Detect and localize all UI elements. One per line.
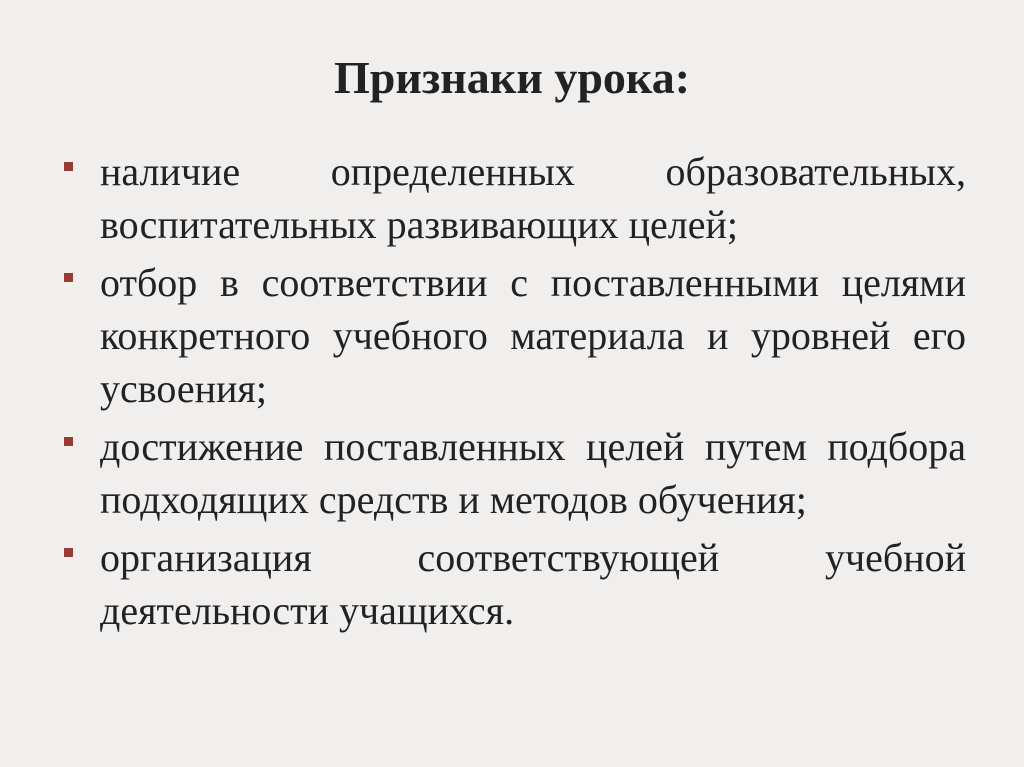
list-item [60,256,966,415]
square-bullet-icon [64,437,73,446]
slide-title: Признаки урока: [333,52,691,103]
bullet-text: отбор в соответствии с поставленными целями конкретного учебного материала и уровней его усвоения; [100,260,966,411]
list-item [60,145,966,251]
bullet-list [60,145,966,642]
bullet-text: достижение поставленных целей путем подбора подходящих средств и методов обучения; [100,424,966,522]
list-item [60,420,966,526]
square-bullet-icon [64,162,73,171]
square-bullet-icon [64,273,73,282]
square-bullet-icon [64,548,73,557]
list-item [60,531,966,637]
bullet-text: наличие определенных образовательных, воспитательных развивающих целей; [100,149,966,247]
bullet-text: организация соответствующей учебной деятельности учащихся. [100,535,966,633]
